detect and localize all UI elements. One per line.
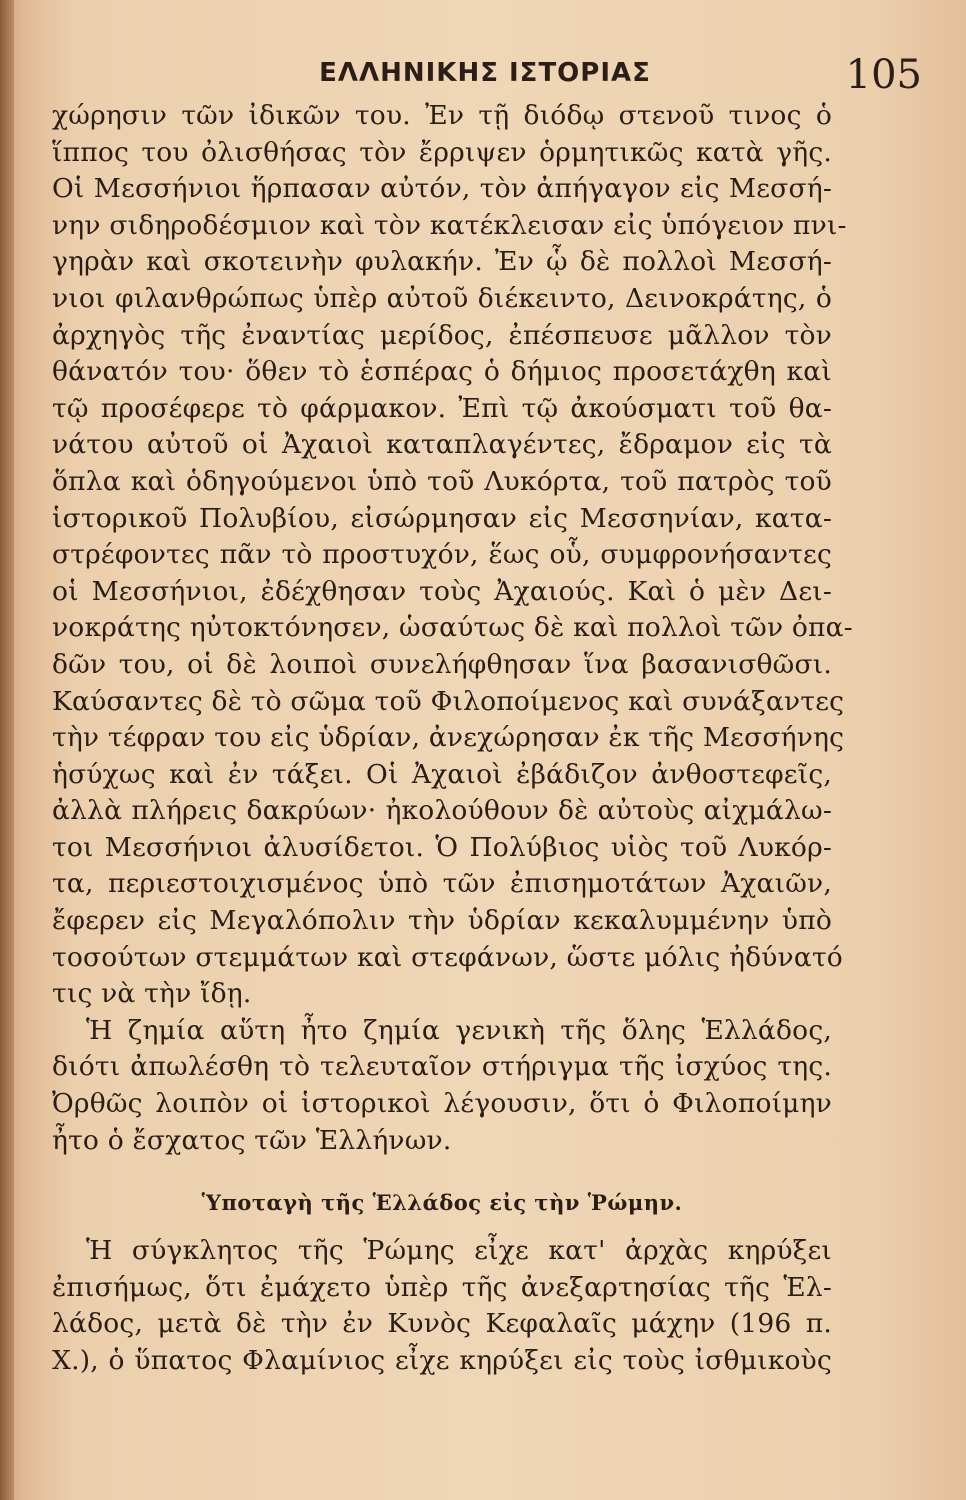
page-gutter <box>0 0 14 1500</box>
text-line: Ἡ σύγκλητος τῆς Ῥώμης εἶχε κατ' ἀρχὰς κηρύξει <box>86 1235 832 1267</box>
spacer <box>52 1225 832 1233</box>
text-line: ἵππος του ὀλισθήσας τὸν ἔρριψεν ὁρμητικῶς κατὰ γῆς. <box>52 136 832 168</box>
text-line: Καύσαντες δὲ τὸ σῶμα τοῦ Φιλοποίμενος καὶ συνάξαντες <box>52 685 845 717</box>
text-line: στρέφοντες πᾶν τὸ προστυχόν, ἕως οὗ, συμφρονήσαντες <box>52 539 832 571</box>
text-line: ἀλλὰ πλήρεις δακρύων· ἠκολούθουν δὲ αὐτοὺς αἰχμάλω- <box>52 795 832 827</box>
text-line: χώρησιν τῶν ἰδικῶν του. Ἐν τῇ διόδῳ στενοῦ τινος ὁ <box>52 100 832 131</box>
running-head-title: ΕΛΛΗΝΙΚΗΣ ΙΣΤΟΡΙΑΣ <box>319 58 651 88</box>
running-head <box>40 52 930 102</box>
text-line: Χ.), ὁ ὕπατος Φλαμίνιος εἶχε κηρύξει εἰς τοὺς ἰσθμικοὺς <box>52 1345 832 1376</box>
text-line: διότι ἀπωλέσθη τὸ τελευταῖον στήριγμα τῆς ἰσχύος της. <box>52 1051 832 1083</box>
spacer <box>52 1159 832 1181</box>
text-line: τῷ προσέφερε τὸ φάρμακον. Ἐπὶ τῷ ἀκούσματι τοῦ θα- <box>52 392 832 424</box>
section-heading: Ὑποταγὴ τῆς Ἑλλάδος εἰς τὴν Ῥώμην. <box>201 1190 683 1216</box>
text-line: νοκράτης ηὐτοκτόνησεν, ὡσαύτως δὲ καὶ πολλοὶ τῶν ὀπα- <box>52 612 853 644</box>
page-number: 105 <box>845 52 922 98</box>
text-line: τα, περιεστοιχισμένος ὑπὸ τῶν ἐπισημοτάτων Ἀχαιῶν, <box>52 868 832 900</box>
text-line: ἱστορικοῦ Πολυβίου, εἰσώρμησαν εἰς Μεσσηνίαν, κατα- <box>52 502 832 534</box>
text-line: τὴν τέφραν του εἰς ὑδρίαν, ἀνεχώρησαν ἐκ τῆς Μεσσήνης <box>52 722 845 754</box>
paragraph-3 <box>52 1233 832 1379</box>
text-line: ὅπλα καὶ ὁδηγούμενοι ὑπὸ τοῦ Λυκόρτα, τοῦ πατρὸς τοῦ <box>52 465 832 497</box>
text-line: Ὀρθῶς λοιπὸν οἱ ἱστορικοὶ λέγουσιν, ὅτι ὁ Φιλοποίμην <box>52 1088 832 1120</box>
text-line: νιοι φιλανθρώπως ὑπὲρ αὐτοῦ διέκειντο, Δεινοκράτης, ὁ <box>52 282 832 314</box>
paragraph-1 <box>52 98 853 1013</box>
text-line: δῶν του, οἱ δὲ λοιποὶ συνελήφθησαν ἵνα βασανισθῶσι. <box>52 648 832 680</box>
text-line: νάτου αὐτοῦ οἱ Ἀχαιοὶ καταπλαγέντες, ἔδραμον εἰς τὰ <box>52 429 832 461</box>
text-line: οἱ Μεσσήνιοι, ἐδέχθησαν τοὺς Ἀχαιούς. Καὶ ὁ μὲν Δει- <box>52 575 832 607</box>
text-line: θάνατόν του· ὅθεν τὸ ἑσπέρας ὁ δήμιος προσετάχθη καὶ <box>52 356 832 388</box>
text-line: τοσούτων στεμμάτων καὶ στεφάνων, ὥστε μόλις ἠδύνατό <box>52 941 843 973</box>
text-line: ἦτο ὁ ἔσχατος τῶν Ἑλλήνων. <box>52 1124 452 1156</box>
text-line: Οἱ Μεσσήνιοι ἥρπασαν αὐτόν, τὸν ἀπήγαγον εἰς Μεσσή- <box>52 173 832 205</box>
text-line: τις νὰ τὴν ἴδῃ. <box>52 978 252 1010</box>
text-line: ἀρχηγὸς τῆς ἐναντίας μερίδος, ἐπέσπευσε μᾶλλον τὸν <box>52 319 832 351</box>
text-line: νην σιδηροδέσμιον καὶ τὸν κατέκλεισαν εἰς ὑπόγειον πνι- <box>52 209 847 241</box>
text-line: γηρὰν καὶ σκοτεινὴν φυλακήν. Ἐν ᾧ δὲ πολλοὶ Μεσσή- <box>52 246 832 278</box>
text-line: ἔφερεν εἰς Μεγαλόπολιν τὴν ὑδρίαν κεκαλυμμένην ὑπὸ <box>52 905 832 937</box>
paragraph-2 <box>52 1013 832 1159</box>
text-line: ἡσύχως καὶ ἐν τάξει. Οἱ Ἀχαιοὶ ἐβάδιζον ἀνθοστεφεῖς, <box>52 758 832 790</box>
text-line: ἐπισήμως, ὅτι ἐμάχετο ὑπὲρ τῆς ἀνεξαρτησίας τῆς Ἑλ- <box>52 1271 832 1303</box>
text-line: Ἡ ζημία αὕτη ἦτο ζημία γενικὴ τῆς ὅλης Ἑλλάδος, <box>86 1014 832 1046</box>
body-text <box>52 98 853 1380</box>
text-line: λάδος, μετὰ δὲ τὴν ἐν Κυνὸς Κεφαλαῖς μάχην (196 π. <box>52 1308 832 1340</box>
text-line: τοι Μεσσήνιοι ἀλυσίδετοι. Ὁ Πολύβιος υἱὸς τοῦ Λυκόρ- <box>52 831 832 863</box>
